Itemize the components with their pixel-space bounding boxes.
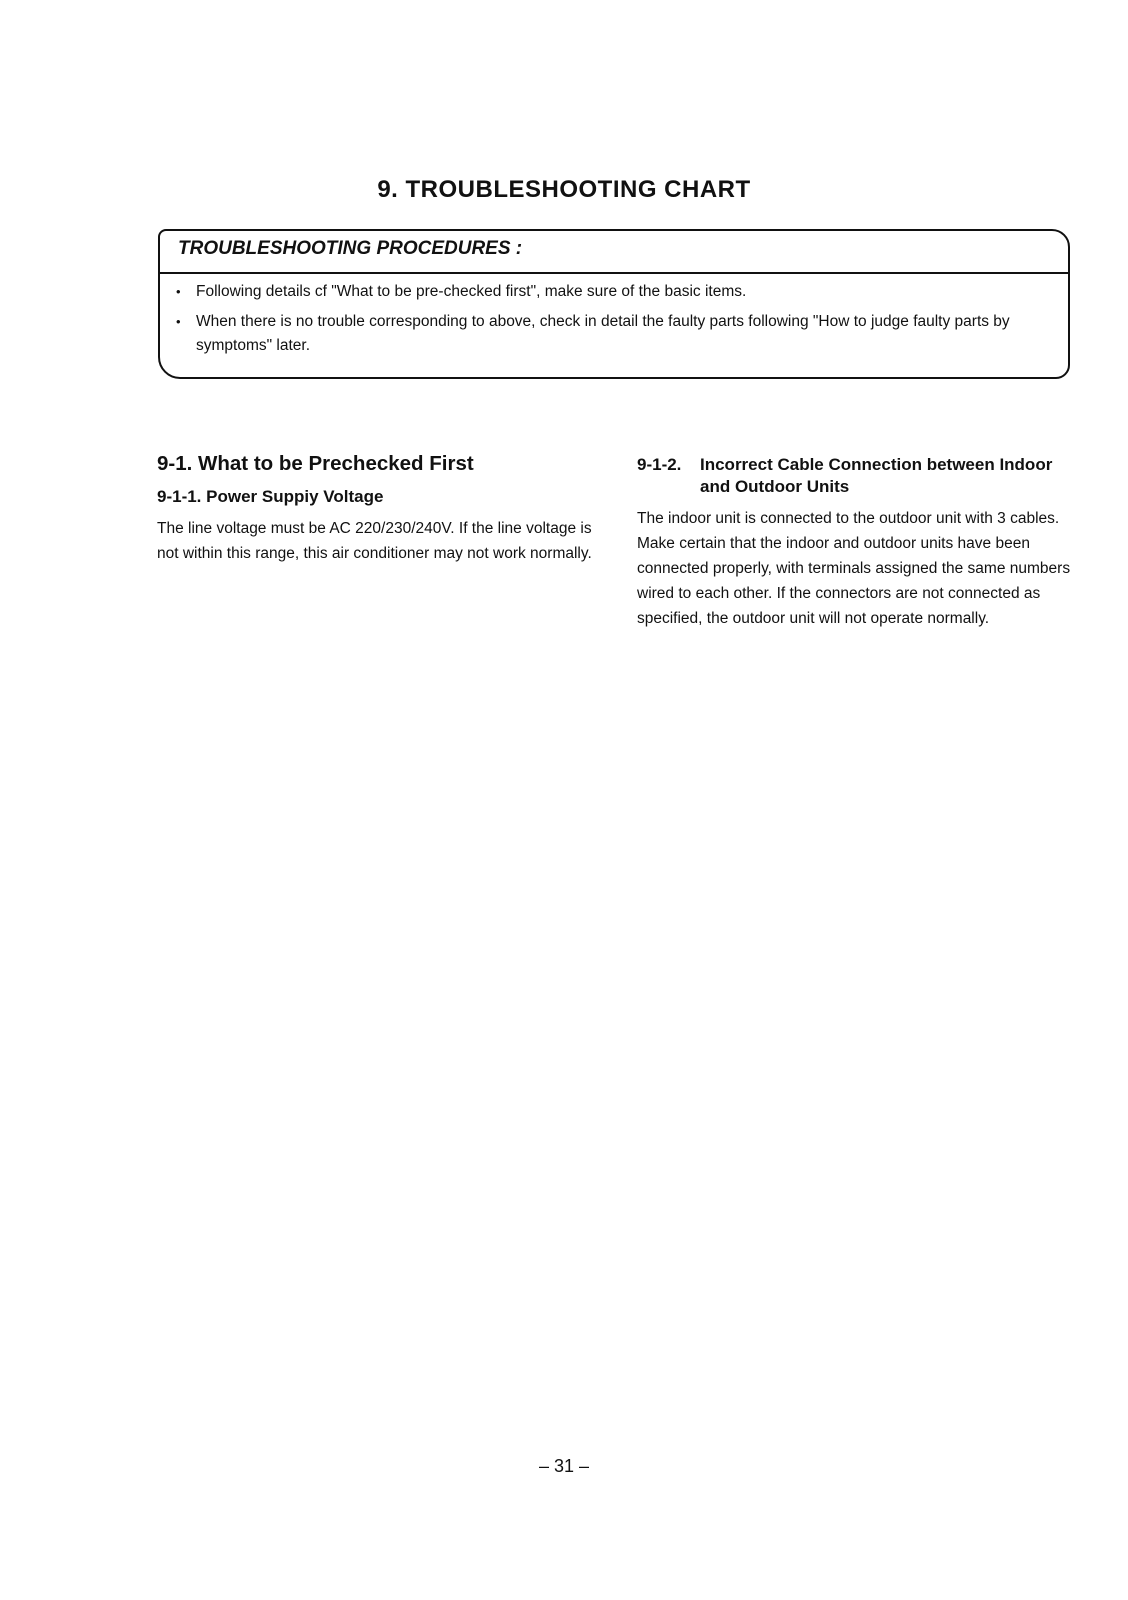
subsection-title: Incorrect Cable Connection between Indoor and Outdoor Units (700, 455, 1053, 496)
left-column (157, 452, 597, 566)
subsection-heading-9-1-1: 9-1-1. Power Suppiy Voltage (157, 487, 384, 506)
procedures-header: TROUBLESHOOTING PROCEDURES : (160, 231, 1068, 274)
subsection-heading-9-1-2 (637, 454, 1077, 498)
cable-connection-text: The indoor unit is connected to the outdoor unit with 3 cables. Make certain that the indoor and outdoor units have been connected properly, with terminals assigned the same numbers wired to each other. If the connectors are not connected as specified, the outdoor unit will not operate normally. (637, 510, 1071, 627)
procedure-item: • Following details cf "What to be pre-checked first", make sure of the basic items. (174, 280, 1054, 304)
subsection-number: 9-1-2. (637, 455, 682, 474)
procedures-list (160, 274, 1068, 358)
page-title: 9. TROUBLESHOOTING CHART (377, 176, 751, 203)
page-number: – 31 – (538, 1456, 590, 1476)
right-column (637, 454, 1077, 631)
section-heading-9-1: 9-1. What to be Prechecked First (157, 452, 474, 475)
troubleshooting-procedures-box (158, 229, 1070, 379)
power-supply-text: The line voltage must be AC 220/230/240V. If the line voltage is not within this range, this air conditioner may not work normally. (157, 520, 592, 562)
procedure-item: • When there is no trouble corresponding to above, check in detail the faulty parts following "How to judge faulty parts by symptoms" later. (174, 310, 1054, 358)
